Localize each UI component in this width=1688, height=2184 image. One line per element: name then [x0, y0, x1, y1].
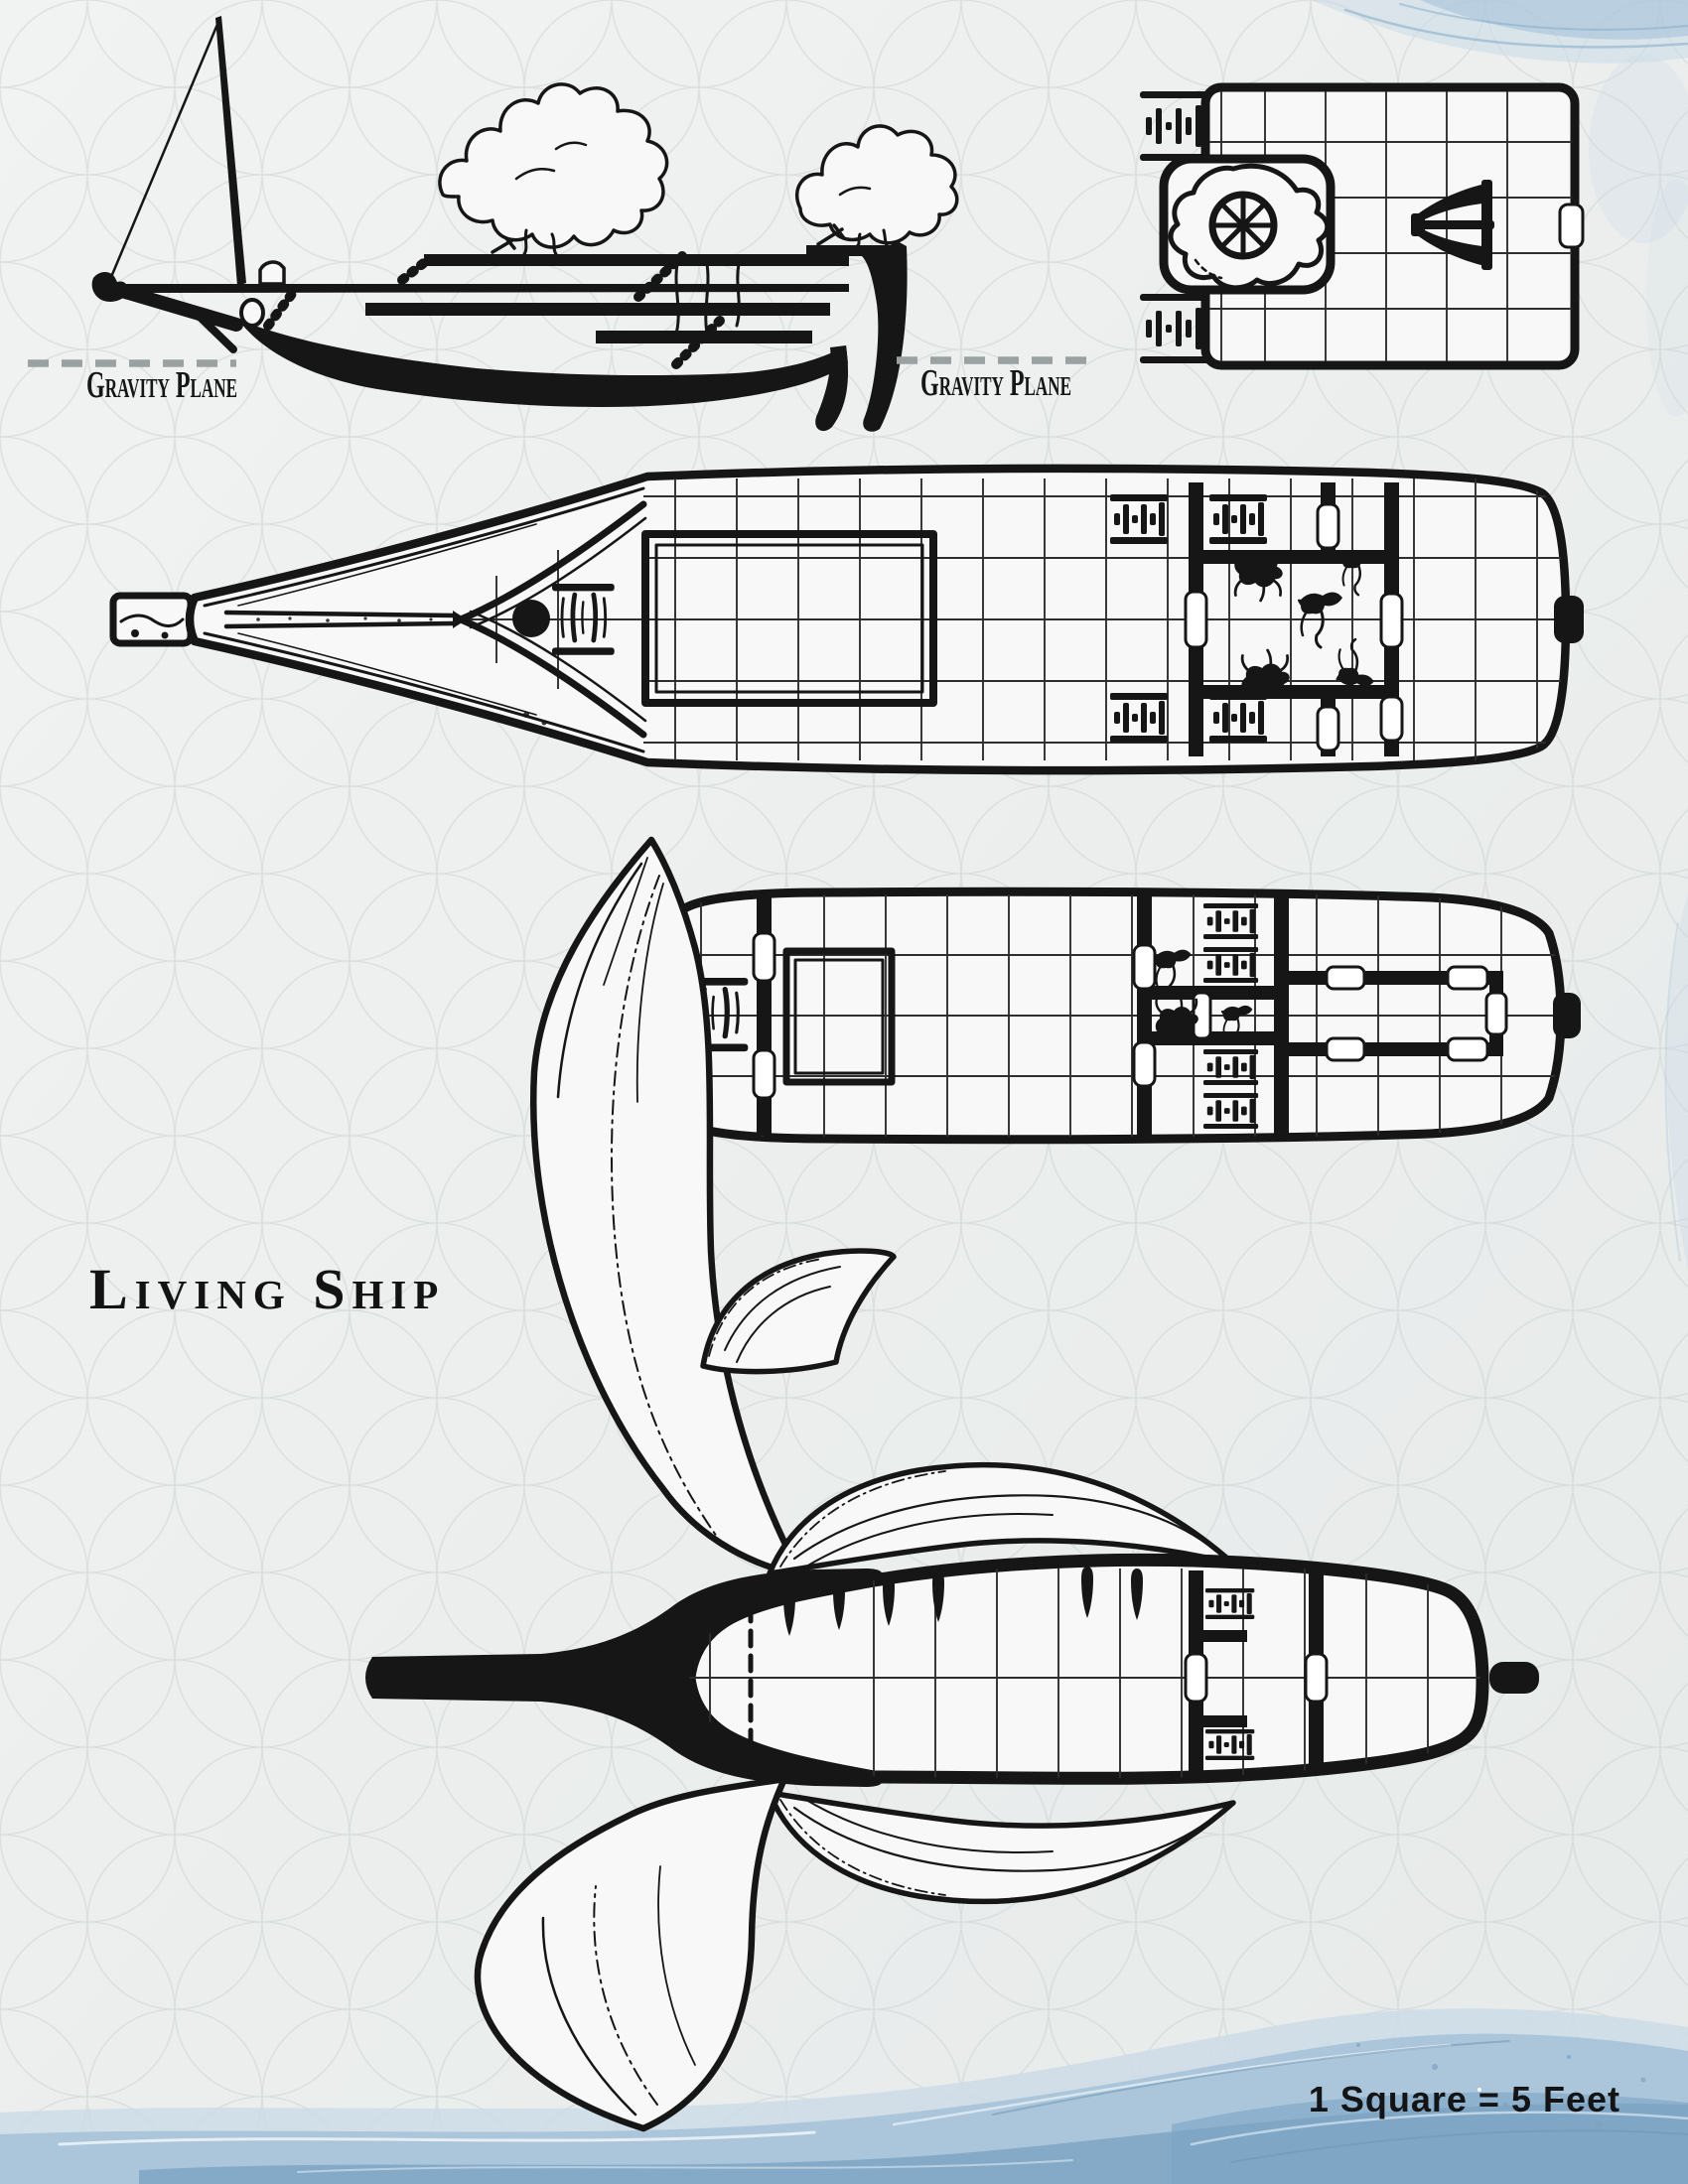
- cabin-door: [1560, 205, 1583, 247]
- raised-deck-bar: [424, 254, 849, 266]
- forecastle-deck-map: [1140, 87, 1583, 365]
- gravity-plane-label-left: Gravity Plane: [86, 364, 237, 406]
- gravity-plane-right: [897, 360, 1095, 404]
- scale-note: 1 Square = 5 Feet: [1308, 2079, 1620, 2119]
- cabin-wall: [757, 894, 772, 1136]
- rudder-knob: [1489, 1662, 1539, 1694]
- stern-knob: [1554, 596, 1584, 643]
- page-title: Living Ship: [89, 1257, 446, 1321]
- lower-deck-plan: [560, 891, 1581, 1140]
- gravity-plane-label-right: Gravity Plane: [920, 362, 1071, 404]
- stern-knob: [1553, 993, 1581, 1038]
- mast-dot: [512, 600, 550, 637]
